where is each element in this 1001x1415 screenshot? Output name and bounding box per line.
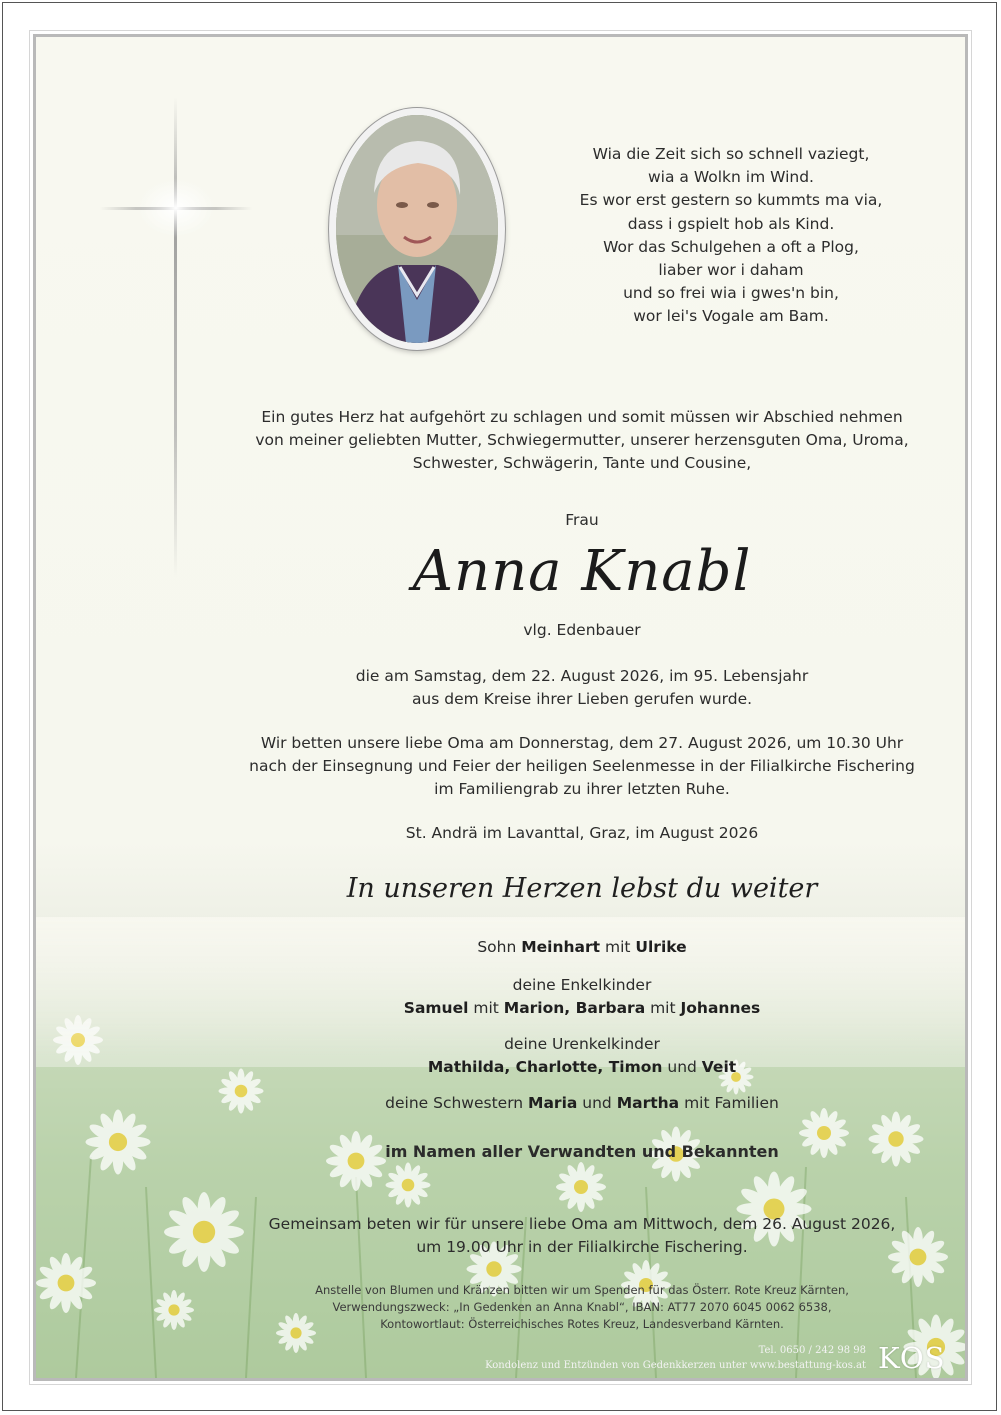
poem-line: Es wor erst gestern so kummts ma via,	[579, 191, 883, 210]
poem	[536, 143, 926, 329]
place-and-date: St. Andrä im Lavanttal, Graz, im August 2026	[405, 824, 759, 842]
family-name: Martha	[616, 1094, 680, 1112]
funeral-line: im Familiengrab zu ihrer letzten Ruhe.	[434, 780, 730, 798]
family-name: Ulrike	[635, 938, 687, 956]
deceased-name: Anna Knabl	[412, 539, 752, 604]
family-name: Maria	[528, 1094, 578, 1112]
funeral-home-logo: KOS	[878, 1341, 946, 1375]
intro-line: Ein gutes Herz hat aufgehört zu schlagen und somit müssen wir Abschied nehmen	[261, 408, 903, 426]
intro-text	[216, 406, 948, 475]
great-grandchildren-label: deine Urenkelkinder	[504, 1035, 660, 1053]
donation-notice	[216, 1282, 948, 1333]
funeral-notice	[216, 732, 948, 801]
family-text: mit	[468, 999, 504, 1017]
family-grandchildren	[216, 997, 948, 1019]
family-name: Samuel	[403, 999, 469, 1017]
family-text: deine Schwestern	[385, 1094, 529, 1112]
vulgo-name: vlg. Edenbauer	[523, 621, 641, 639]
poem-line: dass i gspielt hob als Kind.	[627, 214, 835, 233]
family-text: Sohn	[477, 938, 522, 956]
funeral-line: nach der Einsegnung und Feier der heiligen Seelenmesse in der Filialkirche Fischering	[249, 757, 915, 775]
funeral-line: Wir betten unsere liebe Oma am Donnerstag, dem 27. August 2026, um 10.30 Uhr	[260, 734, 904, 752]
motto: In unseren Herzen lebst du weiter	[346, 873, 818, 904]
poem-line: wor lei's Vogale am Bam.	[633, 307, 829, 326]
death-notice	[216, 665, 948, 711]
family-name: Veit	[701, 1058, 737, 1076]
family-name: Mathilda, Charlotte, Timon	[427, 1058, 663, 1076]
poem-line: liaber wor i daham	[658, 261, 804, 280]
death-line: die am Samstag, dem 22. August 2026, im 95. Lebensjahr	[355, 667, 809, 685]
family-text: und	[577, 1094, 617, 1112]
donation-line: Anstelle von Blumen und Kränzen bitten wir um Spenden für das Österr. Rote Kreuz Kärnten,	[315, 1283, 849, 1297]
family-text: und	[662, 1058, 702, 1076]
family-name: Meinhart	[521, 938, 601, 956]
obituary-card	[33, 34, 968, 1381]
donation-line: Verwendungszweck: „In Gedenken an Anna Knabl“, IBAN: AT77 2070 6045 0062 6538,	[332, 1300, 832, 1314]
family-text: mit	[645, 999, 681, 1017]
prayer-line: Gemeinsam beten wir für unsere liebe Oma am Mittwoch, dem 26. August 2026,	[268, 1215, 896, 1233]
footer-condolence: Kondolenz und Entzünden von Gedenkkerzen unter www.bestattung-kos.at	[485, 1360, 866, 1371]
family-great-grandchildren	[216, 1056, 948, 1078]
poem-line: Wor das Schulgehen a oft a Plog,	[603, 237, 859, 256]
family-son	[216, 936, 948, 958]
all-relatives: im Namen aller Verwandten und Bekannten	[385, 1142, 779, 1161]
family-text: mit	[600, 938, 636, 956]
intro-line: Schwester, Schwägerin, Tante und Cousine,	[412, 454, 752, 472]
poem-line: und so frei wia i gwes'n bin,	[623, 284, 839, 303]
salutation: Frau	[565, 511, 599, 529]
footer-phone: Tel. 0650 / 242 98 98	[758, 1345, 866, 1356]
deceased-portrait-photo	[336, 115, 498, 343]
family-sisters	[216, 1092, 948, 1114]
poem-line: Wia die Zeit sich so schnell vaziegt,	[592, 145, 870, 163]
prayer-notice	[216, 1213, 948, 1259]
donation-line: Kontowortlaut: Österreichisches Rotes Kreuz, Landesverband Kärnten.	[380, 1317, 784, 1331]
prayer-line: um 19.00 Uhr in der Filialkirche Fischering.	[416, 1238, 748, 1256]
family-name: Johannes	[680, 999, 761, 1017]
grandchildren-label: deine Enkelkinder	[512, 976, 652, 994]
family-name: Marion, Barbara	[503, 999, 646, 1017]
portrait-frame	[329, 108, 505, 350]
family-text: mit Familien	[679, 1094, 779, 1112]
intro-line: von meiner geliebten Mutter, Schwiegermutter, unserer herzensguten Oma, Uroma,	[255, 431, 909, 449]
cross-icon	[96, 97, 256, 577]
death-line: aus dem Kreise ihrer Lieben gerufen wurde.	[411, 690, 753, 708]
poem-line: wia a Wolkn im Wind.	[648, 168, 814, 187]
